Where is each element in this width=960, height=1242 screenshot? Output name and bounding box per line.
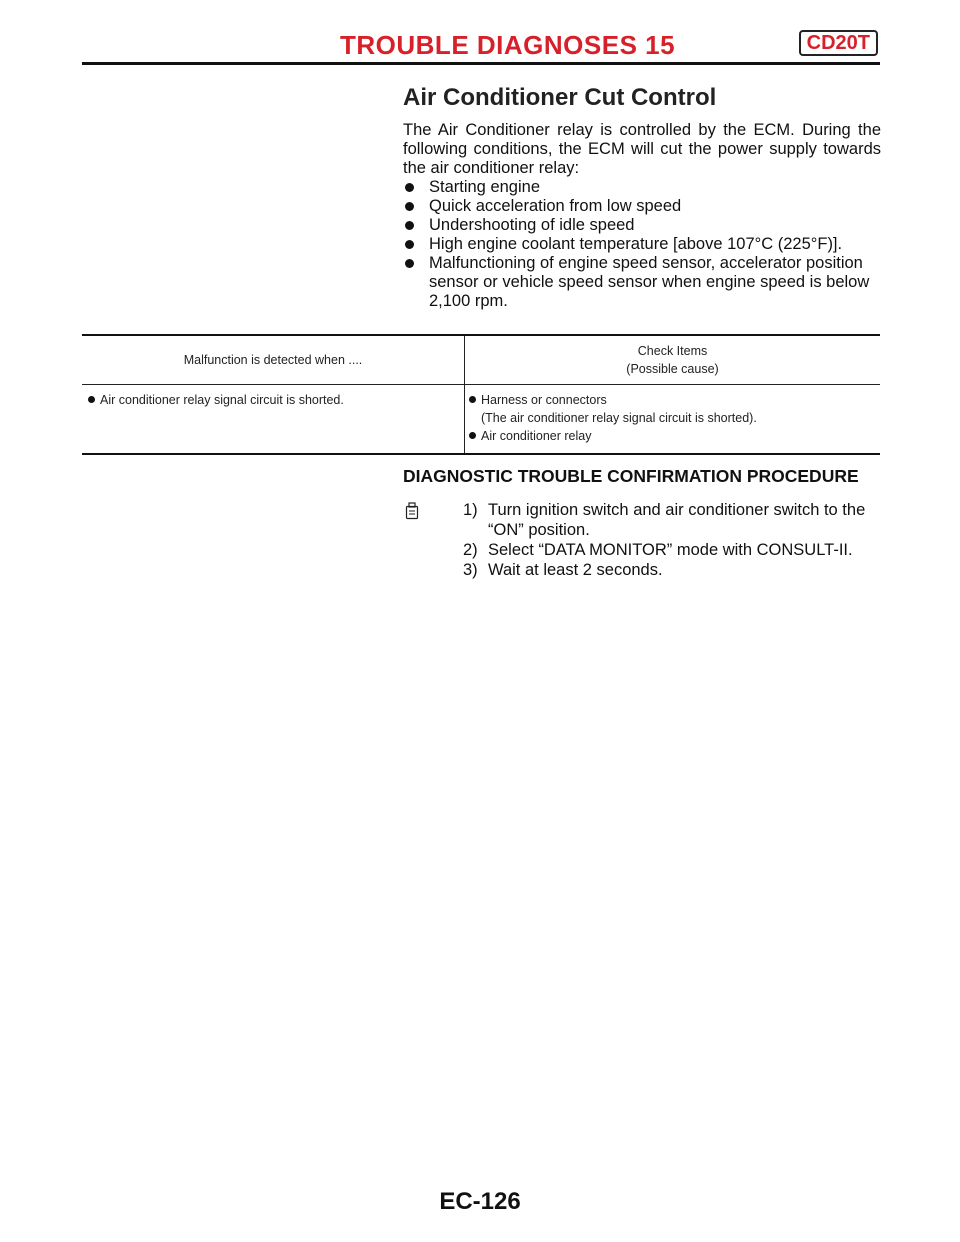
- section-air-conditioner-cut: [403, 84, 881, 311]
- column-header-check-items: Check Items (Possible cause): [465, 335, 881, 385]
- table-row: [82, 385, 880, 455]
- bullet-icon: [469, 396, 476, 403]
- malfunction-cell: Air conditioner relay signal circuit is shorted.: [82, 385, 465, 455]
- procedure-section: [403, 466, 881, 580]
- bullet-icon: [405, 183, 414, 192]
- engine-code-badge: CD20T: [799, 30, 878, 56]
- list-item: Starting engine: [403, 178, 881, 197]
- intro-paragraph: The Air Conditioner relay is controlled by the ECM. During the following conditions, the ECM will cut the power supply towards the air conditioner relay:: [403, 121, 881, 177]
- list-item: 3) Wait at least 2 seconds.: [463, 561, 663, 579]
- section-title: Air Conditioner Cut Control: [403, 84, 717, 111]
- check-items-cell: Harness or connectors (The air conditioner relay signal circuit is shorted). Air conditioner relay: [465, 385, 881, 455]
- list-item: Undershooting of idle speed: [403, 216, 881, 235]
- column-header-malfunction: Malfunction is detected when ....: [82, 335, 465, 385]
- table-header-row: [82, 335, 880, 385]
- bullet-icon: [88, 396, 95, 403]
- condition-list: [403, 178, 881, 311]
- page-number: EC-126: [439, 1188, 521, 1215]
- bullet-icon: [405, 221, 414, 230]
- procedure-steps: [403, 500, 881, 580]
- diagnosis-table: [82, 334, 880, 455]
- list-item: Quick acceleration from low speed: [403, 197, 881, 216]
- page-header: [82, 28, 880, 65]
- bullet-icon: [405, 202, 414, 211]
- bullet-icon: [469, 432, 476, 439]
- list-item: High engine coolant temperature [above 107°C (225°F)].: [403, 235, 881, 254]
- step-list: [403, 500, 881, 580]
- consult-tool-icon: [405, 502, 419, 520]
- bullet-icon: [405, 259, 414, 268]
- list-item: Malfunctioning of engine speed sensor, accelerator position sensor or vehicle speed sensor when engine speed is below 2,100 rpm.: [403, 254, 881, 311]
- list-item: 2) Select “DATA MONITOR” mode with CONSULT-II.: [463, 541, 853, 559]
- bullet-icon: [405, 240, 414, 249]
- list-item: 1) Turn ignition switch and air conditioner switch to the “ON” position.: [463, 501, 866, 539]
- procedure-title: DIAGNOSTIC TROUBLE CONFIRMATION PROCEDURE: [403, 466, 859, 486]
- header-title: TROUBLE DIAGNOSES 15: [340, 30, 676, 60]
